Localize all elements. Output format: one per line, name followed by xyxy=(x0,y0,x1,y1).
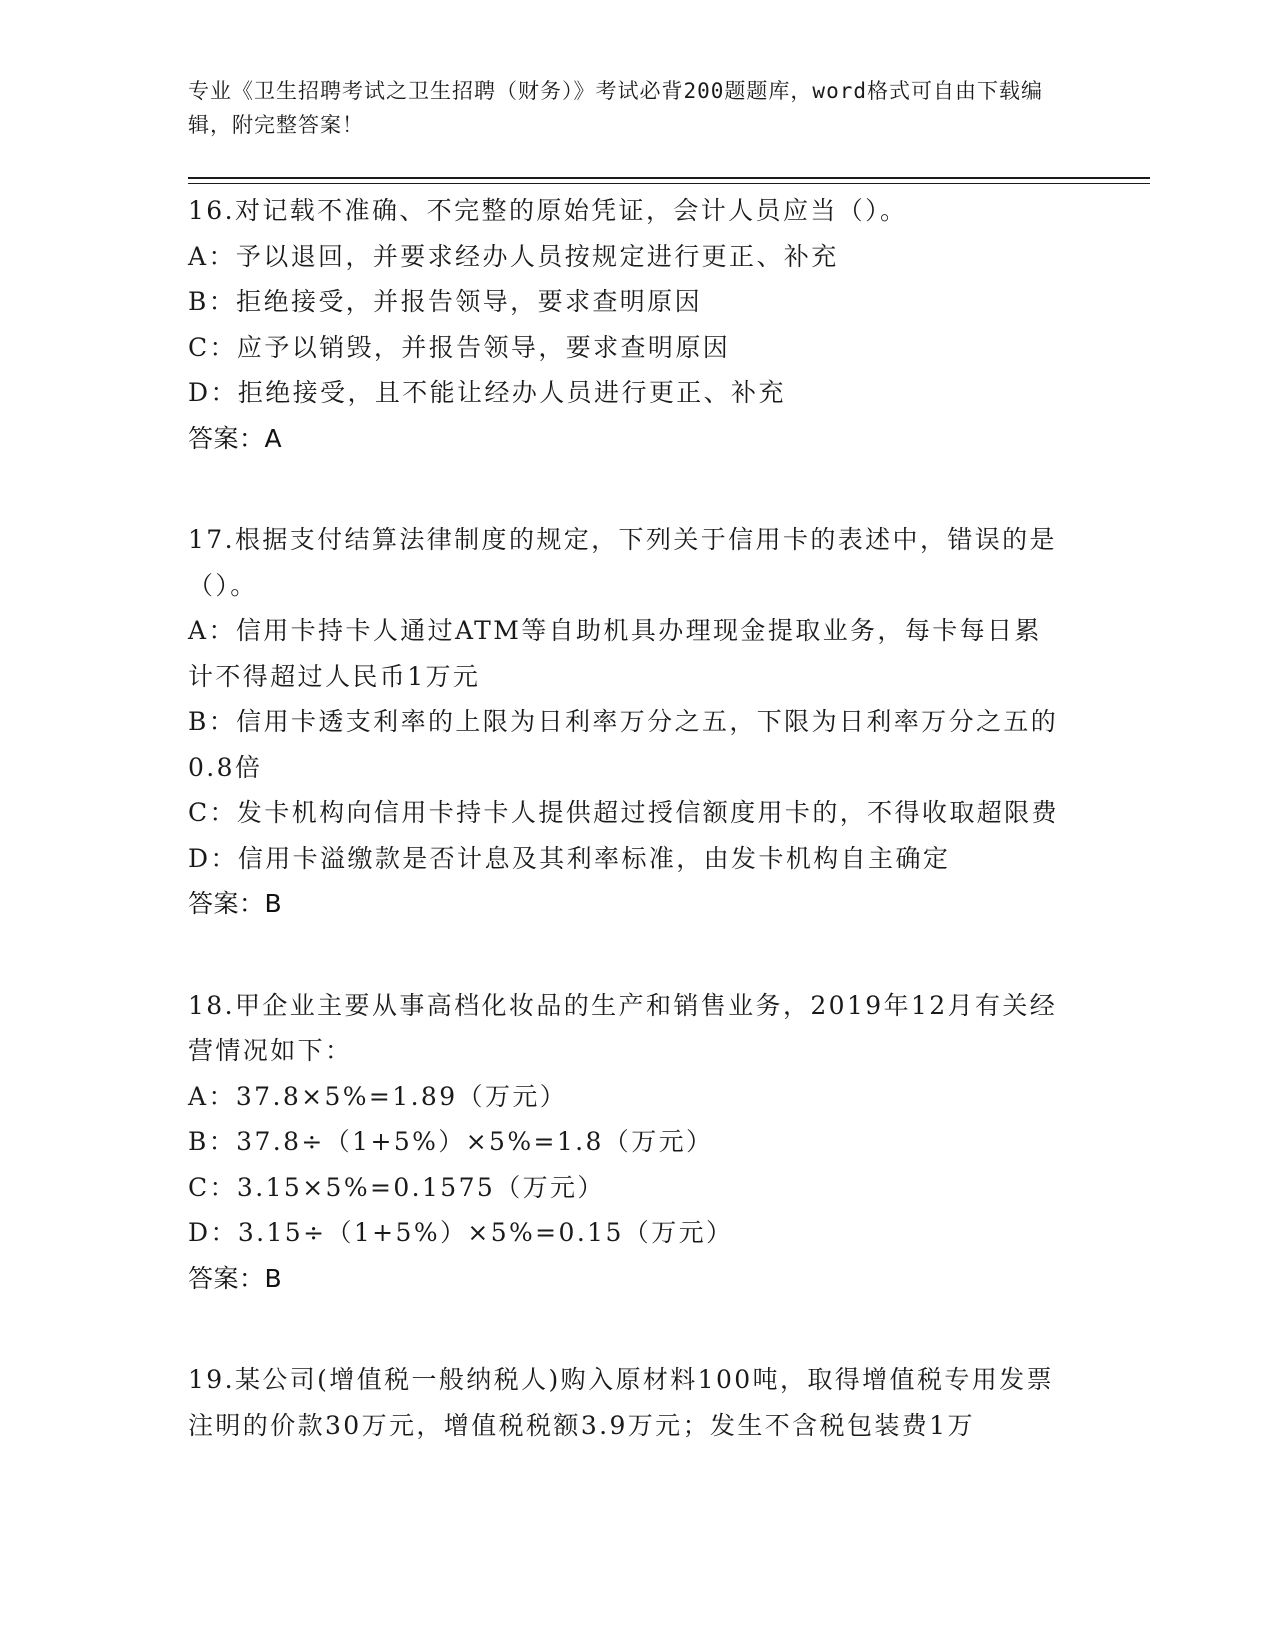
answer-value: A xyxy=(264,423,283,453)
option-c: C：发卡机构向信用卡持卡人提供超过授信额度用卡的，不得收取超限费 xyxy=(188,798,1059,827)
question-list xyxy=(188,188,1068,1504)
option-a: A：37.8×5%=1.89（万元） xyxy=(188,1081,568,1111)
answer-label: 答案： xyxy=(188,1263,265,1293)
question-stem: 16.对记载不准确、不完整的原始凭证，会计人员应当（）。 xyxy=(188,196,908,225)
option-c: C：应予以销毁，并报告领导，要求查明原因 xyxy=(188,332,731,362)
option-a: A：信用卡持卡人通过ATM等自助机具办理现金提取业务，每卡每日累计不得超过人民币1万元 xyxy=(188,616,1042,691)
option-b: B：拒绝接受，并报告领导，要求查明原因 xyxy=(188,287,702,316)
answer-label: 答案： xyxy=(188,423,265,453)
question-17 xyxy=(188,517,1068,927)
question-16 xyxy=(188,188,1068,461)
answer-line xyxy=(188,416,1068,462)
question-stem: 18.甲企业主要从事高档化妆品的生产和销售业务，2019年12月有关经营情况如下： xyxy=(188,990,1058,1065)
answer-value: B xyxy=(264,889,283,918)
option-d: D：拒绝接受，且不能让经办人员进行更正、补充 xyxy=(188,378,786,407)
question-stem: 19.某公司(增值税一般纳税人)购入原材料100吨，取得增值税专用发票注明的价款30万元，增值税税额3.9万元；发生不含税包装费1万 xyxy=(188,1365,1054,1440)
question-19 xyxy=(188,1357,1068,1448)
option-c: C：3.15×5%=0.1575（万元） xyxy=(188,1172,605,1202)
option-b: B：信用卡透支利率的上限为日利率万分之五，下限为日利率万分之五的0.8倍 xyxy=(188,707,1059,782)
answer-value: B xyxy=(264,1263,283,1293)
option-d: D：3.15÷（1+5%）×5%=0.15（万元） xyxy=(188,1218,734,1247)
option-a: A：予以退回，并要求经办人员按规定进行更正、补充 xyxy=(188,241,839,271)
option-d: D：信用卡溢缴款是否计息及其利率标准，由发卡机构自主确定 xyxy=(188,843,951,873)
question-18 xyxy=(188,983,1068,1302)
header-rule-thin xyxy=(188,183,1150,184)
answer-line xyxy=(188,881,1068,927)
question-stem: 17.根据支付结算法律制度的规定，下列关于信用卡的表述中，错误的是（）。 xyxy=(188,525,1057,600)
document-header-title: 专业《卫生招聘考试之卫生招聘（财务）》考试必背200题题库，word格式可自由下载编辑，附完整答案！ xyxy=(188,79,1043,137)
header-rule-thick xyxy=(188,177,1150,179)
answer-label: 答案： xyxy=(188,889,265,918)
option-b: B：37.8÷（1+5%）×5%=1.8（万元） xyxy=(188,1127,714,1156)
answer-line xyxy=(188,1256,1068,1302)
